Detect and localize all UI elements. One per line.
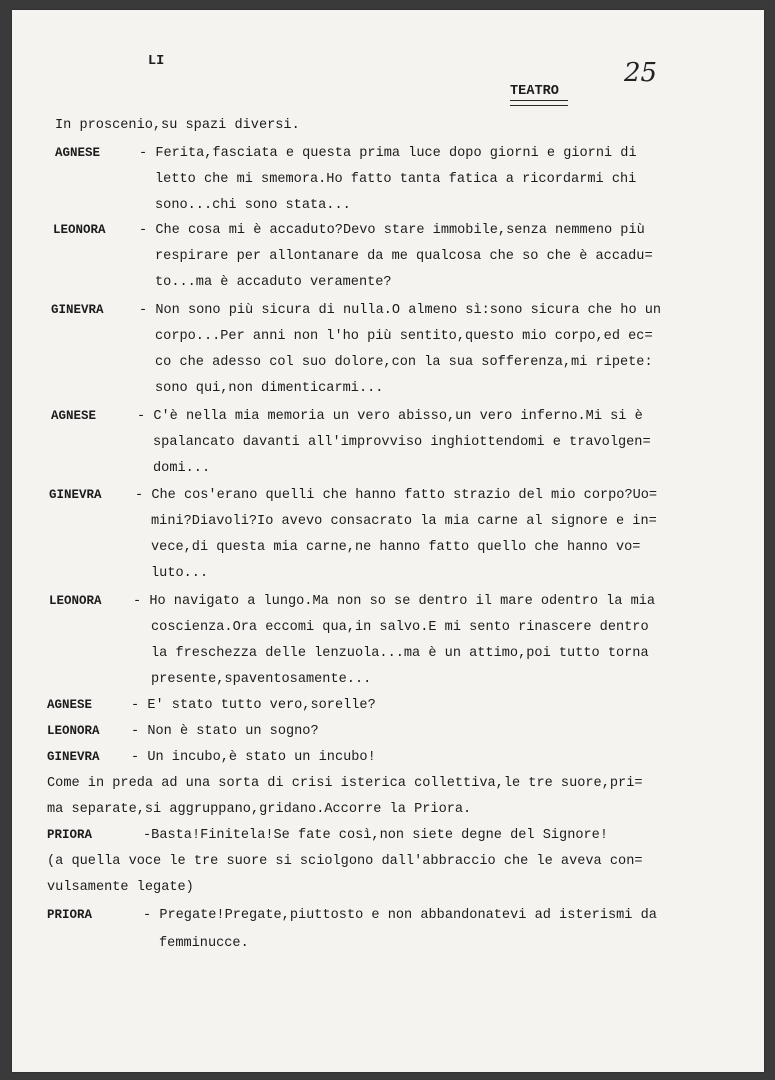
dialogue-line: mini?Diavoli?Io avevo consacrato la mia carne al signore e in=: [151, 514, 657, 529]
speaker-label: GINEVRA: [49, 488, 102, 502]
stage-direction-crisis: Come in preda ad una sorta di crisi isterica collettiva,le tre suore,pri=: [47, 776, 643, 791]
dialogue-line: letto che mi smemora.Ho fatto tanta fatica a ricordarmi chi: [155, 172, 637, 187]
dialogue-line: - Che cosa mi è accaduto?Devo stare immobile,senza nemmeno più: [139, 223, 645, 238]
stage-direction-reaction: (a quella voce le tre suore si sciolgono dall'abbraccio che le aveva con=: [47, 854, 643, 869]
typescript-page: [12, 10, 764, 1072]
handwritten-page-number: 25: [624, 58, 658, 88]
dialogue-line: sono...chi sono stata...: [155, 198, 351, 213]
speaker-label: PRIORA: [47, 828, 93, 842]
speaker-label: LEONORA: [47, 724, 100, 738]
speaker-label: GINEVRA: [51, 303, 104, 317]
section-title: TEATRO: [510, 84, 559, 99]
dialogue-line: - Pregate!Pregate,piuttosto e non abbandonatevi ad isterismi da: [143, 908, 657, 923]
dialogue-line: - Ho navigato a lungo.Ma non so se dentro il mare odentro la mia: [133, 594, 656, 609]
dialogue-line: - E' stato tutto vero,sorelle?: [131, 698, 376, 713]
dialogue-line: spalancato davanti all'improvviso inghiottendomi e travolgen=: [153, 435, 651, 450]
speaker-label: AGNESE: [55, 146, 101, 160]
dialogue-line: vece,di questa mia carne,ne hanno fatto quello che hanno vo=: [151, 540, 641, 555]
speaker-label: GINEVRA: [47, 750, 100, 764]
dialogue-line: co che adesso col suo dolore,con la sua sofferenza,mi ripete:: [155, 355, 653, 370]
dialogue-line: to...ma è accaduto veramente?: [155, 275, 392, 290]
dialogue-line: la freschezza delle lenzuola...ma è un attimo,poi tutto torna: [151, 646, 649, 661]
dialogue-line: - Che cos'erano quelli che hanno fatto strazio del mio corpo?Uo=: [135, 488, 658, 503]
dialogue-line: - C'è nella mia memoria un vero abisso,un vero inferno.Mi si è: [137, 409, 643, 424]
dialogue-line: femminucce.: [159, 936, 249, 951]
dialogue-line: luto...: [151, 566, 209, 581]
dialogue-line: domi...: [153, 461, 211, 476]
speaker-label: LEONORA: [53, 223, 106, 237]
dialogue-line: -Basta!Finitela!Se fate così,non siete degne del Signore!: [143, 828, 608, 843]
stage-direction-reaction: vulsamente legate): [47, 880, 194, 895]
dialogue-line: sono qui,non dimenticarmi...: [155, 381, 384, 396]
dialogue-line: respirare per allontanare da me qualcosa che so che è accadu=: [155, 249, 653, 264]
dialogue-line: - Non è stato un sogno?: [131, 724, 319, 739]
stage-direction-opening: In proscenio,su spazi diversi.: [55, 118, 300, 133]
section-title-underline: [510, 100, 568, 106]
speaker-label: LEONORA: [49, 594, 102, 608]
speaker-label: PRIORA: [47, 908, 93, 922]
stage-direction-crisis: ma separate,si aggruppano,gridano.Accorre la Priora.: [47, 802, 472, 817]
dialogue-line: presente,spaventosamente...: [151, 672, 372, 687]
dialogue-line: - Un incubo,è stato un incubo!: [131, 750, 376, 765]
dialogue-line: corpo...Per anni non l'ho più sentito,questo mio corpo,ed ec=: [155, 329, 653, 344]
page-code: LI: [148, 54, 165, 69]
speaker-label: AGNESE: [51, 409, 97, 423]
speaker-label: AGNESE: [47, 698, 93, 712]
dialogue-line: - Non sono più sicura di nulla.O almeno sì:sono sicura che ho un: [139, 303, 662, 318]
dialogue-line: coscienza.Ora eccomi qua,in salvo.E mi sento rinascere dentro: [151, 620, 649, 635]
dialogue-line: - Ferita,fasciata e questa prima luce dopo giorni e giorni di: [139, 146, 637, 161]
